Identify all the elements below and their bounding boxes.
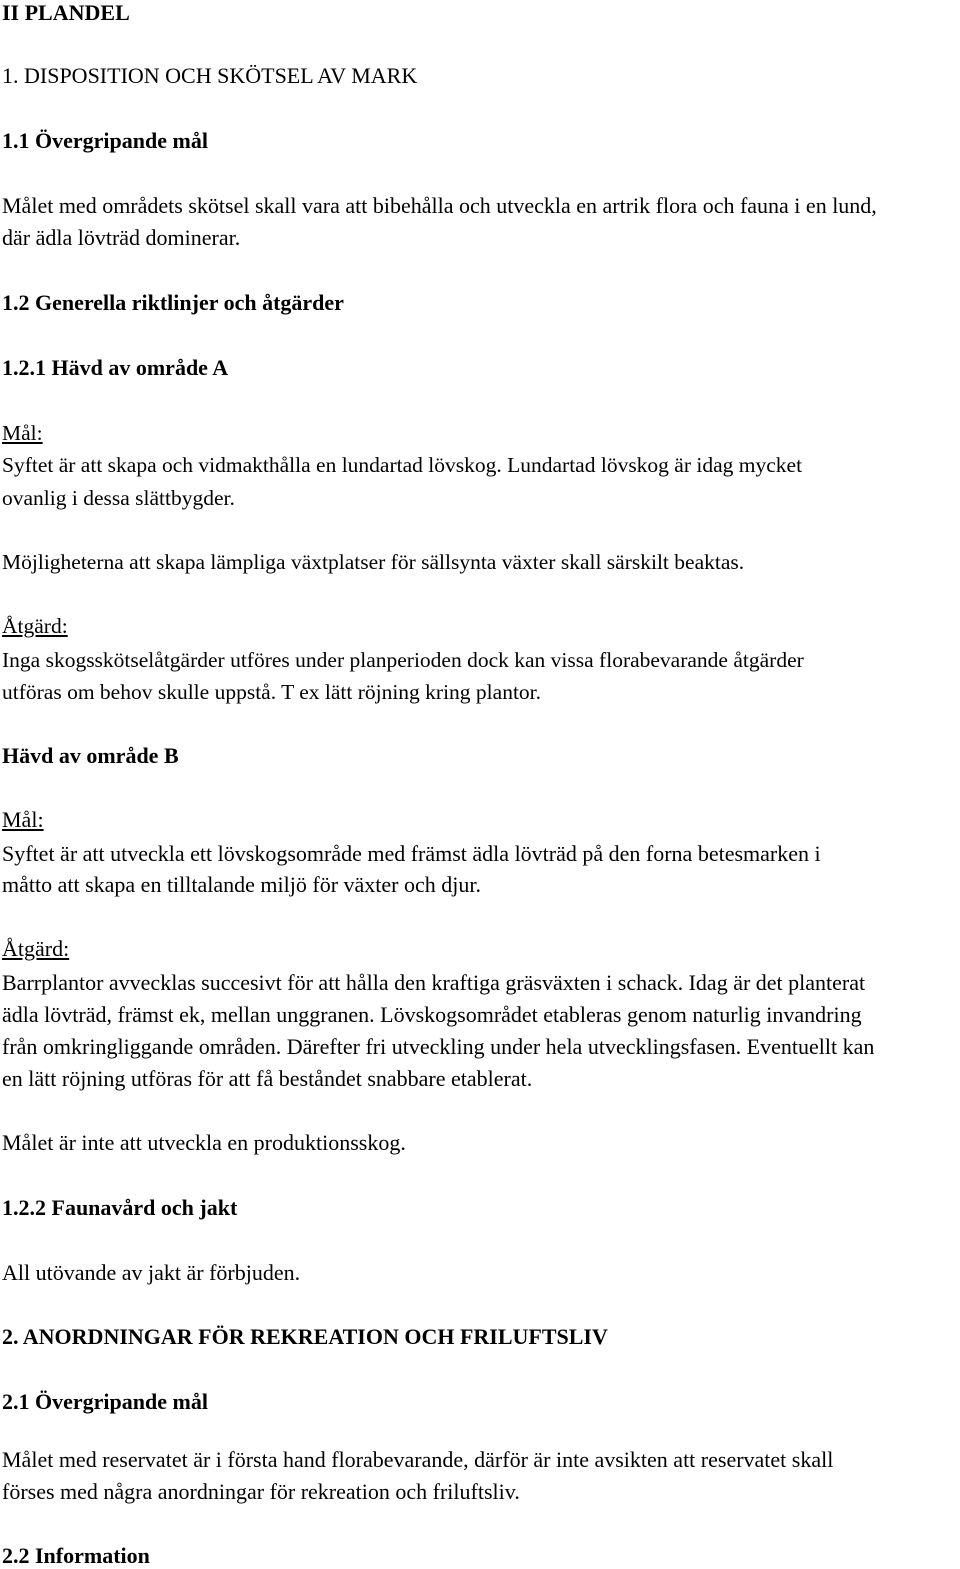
heading-2-1: 2.1 Övergripande mål <box>2 1389 208 1414</box>
paragraph-1-1-line-2: där ädla lövträd dominerar. <box>2 225 241 250</box>
area-b-goal-statement: Målet är inte att utveckla en produktionsskog. <box>2 1130 406 1155</box>
document-title: II PLANDEL <box>2 0 130 25</box>
area-a-action-line-2: utföras om behov skulle uppstå. T ex lätt röjning kring plantor. <box>2 680 542 704</box>
area-a-action-label: Åtgärd: <box>2 614 68 638</box>
heading-1-2-2: 1.2.2 Faunavård och jakt <box>2 1195 238 1220</box>
section-1-heading: 1. DISPOSITION OCH SKÖTSEL AV MARK <box>2 63 418 88</box>
section-2-heading: 2. ANORDNINGAR FÖR REKREATION OCH FRILUFTSLIV <box>2 1324 608 1349</box>
area-b-goal-line-1: Syftet är att utveckla ett lövskogsområde med främst ädla lövträd på den forna betesmarken i <box>2 841 821 866</box>
area-a-action-line-1: Inga skogsskötselåtgärder utföres under planperioden dock kan vissa florabevarande åtgärder <box>2 648 804 672</box>
paragraph-2-1-line-1: Målet med reservatet är i första hand florabevarande, därför är inte avsikten att reservatet skall <box>2 1447 834 1472</box>
area-b-action-label: Åtgärd: <box>2 936 70 961</box>
area-a-goal-line-1: Syftet är att skapa och vidmakthålla en lundartad lövskog. Lundartad lövskog är idag mycket <box>2 453 803 477</box>
paragraph-2-1-line-2: förses med några anordningar för rekreation och friluftsliv. <box>2 1479 520 1504</box>
area-a-possibilities: Möjligheterna att skapa lämpliga växtplatser för sällsynta växter skall särskilt beaktas. <box>2 550 745 574</box>
heading-2-2: 2.2 Information <box>2 1543 150 1568</box>
heading-1-2-1: 1.2.1 Hävd av område A <box>2 355 229 380</box>
area-b-action-line-1: Barrplantor avvecklas succesivt för att hålla den kraftiga gräsväxten i schack. Idag är det planterat <box>2 970 866 995</box>
area-b-action-line-2: ädla lövträd, främst ek, mellan unggranen. Lövskogsområdet etableras genom naturlig invandring <box>2 1002 862 1027</box>
area-b-action-line-4: en lätt röjning utföras för att få beståndet snabbare etablerat. <box>2 1066 533 1091</box>
area-b-goal-line-2: måtto att skapa en tilltalande miljö för växter och djur. <box>2 872 481 897</box>
area-b-goal-label: Mål: <box>2 807 44 832</box>
area-a-goal-line-2: ovanlig i dessa slättbygder. <box>2 486 235 510</box>
heading-1-1: 1.1 Övergripande mål <box>2 128 208 153</box>
heading-area-b: Hävd av område B <box>2 743 179 768</box>
area-a-goal-label: Mål: <box>2 421 43 445</box>
area-b-action-line-3: från omkringliggande områden. Därefter fri utveckling under hela utvecklingsfasen. Eventuellt kan <box>2 1034 875 1059</box>
paragraph-1-1-line-1: Målet med områdets skötsel skall vara att bibehålla och utveckla en artrik flora och fauna i en lund, <box>2 193 877 218</box>
heading-1-2: 1.2 Generella riktlinjer och åtgärder <box>2 290 344 315</box>
hunting-statement: All utövande av jakt är förbjuden. <box>2 1260 301 1285</box>
